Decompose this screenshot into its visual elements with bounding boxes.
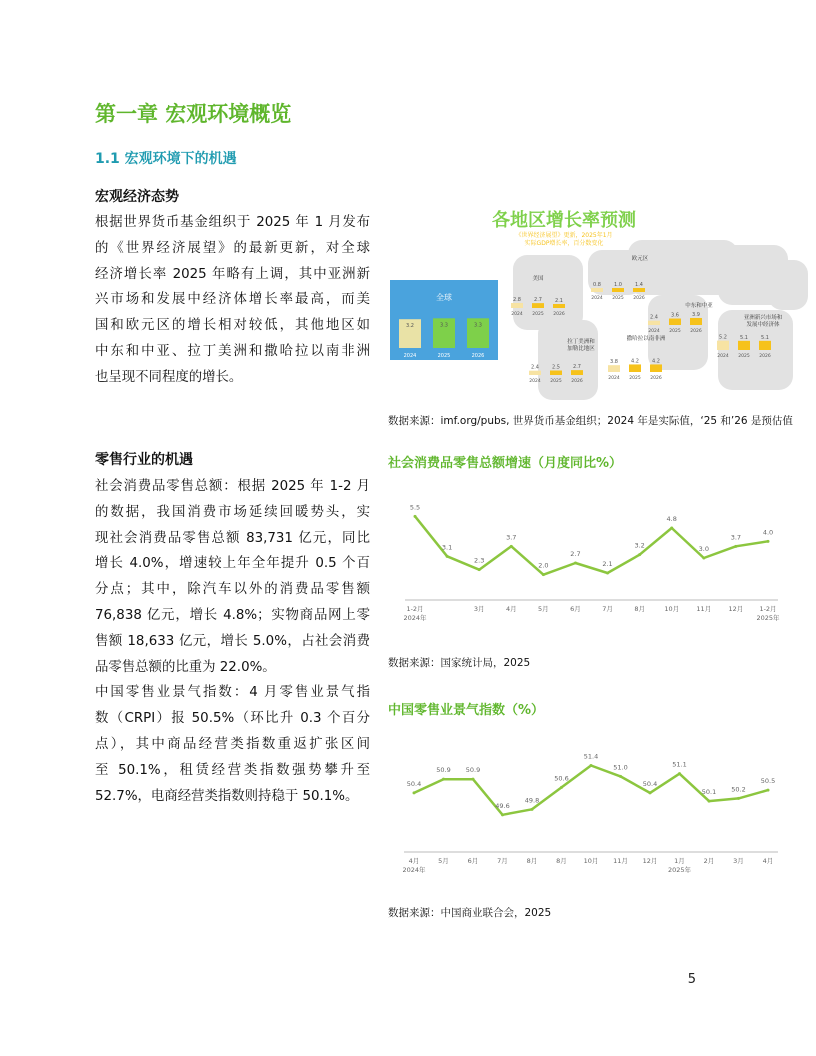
year-label: 2024年 [403, 614, 427, 622]
retail-paragraph [95, 474, 370, 809]
tick-label: 2026 [633, 296, 645, 301]
text-line: 52.7%，电商经营类指数则持稳于 50.1%。 [95, 788, 359, 804]
bar [532, 303, 544, 308]
bar [550, 371, 562, 376]
data-label: 51.4 [583, 752, 599, 761]
tick-label: 2026 [471, 353, 485, 359]
crpi-line-chart [388, 735, 788, 880]
data-point [510, 545, 513, 548]
tick-label: 2025 [738, 354, 750, 359]
data-label: 1.4 [635, 282, 643, 288]
data-point [734, 545, 737, 548]
data-label: 51.1 [672, 760, 687, 769]
map-landmass [513, 255, 583, 330]
data-label: 4.2 [652, 358, 660, 365]
text-line: 76,838 亿元，增长 4.8%；实物商品网上零 [95, 607, 370, 623]
tick-label: 2025 [437, 353, 451, 359]
tick-label: 10月 [583, 857, 599, 865]
region-label: 发展中经济体 [746, 322, 780, 328]
data-point [413, 791, 416, 794]
text-line: 国和欧元区的增长相对较低，其他地区如 [95, 318, 370, 334]
region-label: 拉丁美洲和 [567, 339, 595, 345]
regional-chart-title: 各地区增长率预测 [492, 210, 636, 231]
text-line: 经济增长率 2025 年略有上调，其中亚洲新 [95, 266, 370, 282]
data-point [542, 573, 545, 576]
region-label: 撒哈拉以南非洲 [626, 336, 666, 342]
data-label: 50.9 [436, 766, 451, 775]
data-point [531, 808, 534, 811]
data-label: 1.0 [614, 282, 622, 288]
data-point [767, 789, 770, 792]
text-line: 中东和中亚、拉丁美洲和撒哈拉以南非洲 [95, 343, 370, 359]
tick-label: 3月 [733, 857, 744, 865]
tick-label: 2024 [648, 329, 660, 334]
tick-label: 4月 [408, 857, 420, 865]
tick-label: 2026 [690, 329, 702, 334]
data-point [442, 778, 445, 781]
data-label: 2.4 [531, 364, 539, 371]
data-label: 50.1 [701, 788, 717, 797]
tick-label: 2024 [403, 353, 417, 359]
year-label: 2025年 [756, 614, 780, 622]
data-point [708, 800, 711, 803]
region-label: 美国 [532, 276, 544, 282]
data-point [501, 813, 504, 816]
tick-label: 4月 [505, 605, 517, 613]
data-label: 5.5 [409, 503, 421, 512]
tick-label: 11月 [696, 605, 712, 613]
bar [648, 321, 660, 325]
data-label: 2.3 [474, 556, 485, 565]
tick-label: 8月 [634, 605, 645, 613]
data-point [678, 772, 681, 775]
text-line: 的《世界经济展望》的最新更新，对全球 [95, 240, 370, 256]
tick-label: 2024 [591, 296, 603, 301]
data-label: 2.7 [534, 297, 542, 304]
data-label: 4.0 [762, 528, 774, 537]
text-line: 也呈现不同程度的增长。 [95, 369, 243, 385]
tick-label: 6月 [467, 857, 479, 865]
data-point [670, 527, 673, 530]
text-line: 分点；其中，除汽车以外的消费品零售额 [95, 582, 370, 598]
bar [759, 341, 771, 350]
regional-chart-subtitle: 《世界经济展望》更新，2025年1月 [515, 232, 613, 239]
data-label: 2.0 [538, 561, 549, 570]
data-point [574, 562, 577, 565]
data-label: 3.9 [692, 311, 700, 318]
data-label: 3.6 [671, 312, 679, 319]
text-line: 数（CRPI）报 50.5%（环比升 0.3 个百分 [95, 711, 370, 727]
data-label: 3.8 [610, 359, 618, 366]
bar [511, 303, 523, 308]
data-label: 3.3 [474, 322, 482, 329]
data-label: 4.8 [666, 515, 677, 523]
tick-label: 2月 [703, 857, 715, 865]
data-label: 0.8 [593, 282, 601, 288]
data-label: 50.9 [465, 766, 481, 775]
data-label: 4.2 [631, 358, 639, 365]
data-label: 5.2 [719, 334, 727, 341]
region-label: 加勒比地区 [567, 346, 595, 352]
retail-sales-chart-source: 数据来源：国家统计局，2025 [388, 657, 531, 669]
data-point [590, 764, 593, 767]
data-label: 2.1 [602, 560, 613, 568]
regional-chart-source: 数据来源：imf.org/pubs, 世界货币基金组织；2024 年是实际值，‘25 和’26 是预估值 [388, 415, 793, 427]
data-point [478, 568, 481, 571]
bar [690, 318, 702, 325]
tick-label: 2026 [759, 354, 771, 359]
text-line: 现社会消费品零售总额 83,731 亿元，同比 [95, 530, 370, 546]
data-point [472, 778, 475, 781]
data-point [737, 797, 740, 800]
data-point [638, 553, 641, 556]
bar [717, 341, 729, 350]
tick-label: 1-2月 [759, 605, 777, 613]
tick-label: 2025 [612, 296, 624, 301]
data-point [649, 791, 652, 794]
section-title: 1.1 宏观环境下的机遇 [95, 151, 237, 167]
tick-label: 1月 [674, 857, 685, 865]
data-label: 51.0 [613, 763, 628, 772]
bar [591, 288, 603, 292]
data-label: 50.2 [731, 785, 746, 794]
tick-label: 10月 [664, 605, 680, 613]
data-label: 49.6 [495, 801, 510, 810]
regional-growth-chart [388, 200, 808, 400]
data-label: 5.1 [740, 334, 748, 341]
bar [629, 364, 641, 372]
data-point [606, 572, 609, 575]
text-line: 的数据，我国消费市场延续回暖势头，实 [95, 504, 370, 520]
bar [529, 371, 541, 375]
tick-label: 2025 [669, 329, 681, 334]
data-label: 50.4 [642, 779, 658, 788]
series-line [415, 516, 768, 574]
tick-label: 6月 [570, 605, 581, 613]
data-label: 2.7 [570, 550, 581, 558]
tick-label: 8月 [556, 857, 567, 865]
tick-label: 12月 [642, 857, 658, 865]
tick-label: 2026 [553, 312, 565, 317]
data-label: 2.1 [555, 298, 563, 304]
region-label: 中东和中亚 [685, 303, 713, 309]
tick-label: 4月 [762, 857, 774, 865]
series-label: 全球 [436, 293, 452, 302]
data-label: 49.8 [524, 796, 540, 805]
text-line: 点），其中商品经营类指数重返扩张区间 [95, 736, 370, 752]
text-line: 至 50.1%，租赁经营类指数强势攀升至 [95, 762, 370, 778]
tick-label: 2024 [511, 312, 523, 317]
map-landmass [768, 260, 808, 310]
data-label: 3.1 [441, 543, 453, 552]
region-label: 欧元区 [631, 256, 649, 262]
data-point [446, 555, 449, 558]
data-label: 3.7 [730, 533, 742, 542]
bar [669, 319, 681, 325]
tick-label: 7月 [602, 605, 613, 613]
data-point [702, 557, 705, 560]
text-line: 品零售总额的比重为 22.0%。 [95, 659, 276, 675]
page-number: 5 [687, 972, 696, 987]
macro-paragraph [95, 210, 370, 391]
text-line: 中国零售业景气指数：4 月零售业景气指 [95, 685, 370, 701]
data-point [560, 786, 563, 789]
tick-label: 11月 [613, 857, 628, 865]
data-label: 3.2 [634, 541, 645, 550]
tick-label: 1-2月 [406, 605, 424, 613]
tick-label: 2024 [608, 376, 620, 381]
crpi-chart-title: 中国零售业景气指数（%） [388, 703, 545, 718]
map-landmass [538, 320, 598, 400]
year-label: 2024年 [402, 866, 426, 874]
data-label: 3.0 [698, 545, 709, 553]
data-label: 50.5 [760, 777, 776, 786]
bar [608, 365, 620, 372]
data-label: 3.2 [406, 323, 414, 330]
data-label: 2.7 [573, 364, 581, 371]
macro-heading: 宏观经济态势 [95, 189, 179, 205]
tick-label: 12月 [728, 605, 744, 613]
data-label: 3.7 [506, 533, 517, 542]
tick-label: 2024 [529, 379, 541, 384]
data-point [767, 540, 770, 543]
data-label: 2.4 [650, 314, 658, 321]
data-label: 2.5 [552, 364, 560, 371]
data-label: 50.4 [406, 779, 422, 788]
data-label: 5.1 [761, 334, 769, 341]
text-line: 增长 4.0%，增速较上年全年提升 0.5 个百 [95, 556, 370, 572]
chapter-title: 第一章 宏观环境概览 [95, 102, 292, 126]
tick-label: 3月 [473, 605, 485, 613]
data-point [619, 775, 622, 778]
tick-label: 2025 [629, 376, 641, 381]
bar [553, 304, 565, 308]
regional-chart-subtitle: 实际GDP增长率，百分数变化 [524, 240, 604, 247]
text-line: 社会消费品零售总额：根据 2025 年 1-2 月 [95, 479, 370, 494]
bar [650, 364, 662, 372]
year-label: 2025年 [667, 866, 692, 874]
text-line: 兴市场和发展中经济体增长率最高，而美 [95, 292, 370, 308]
retail-heading: 零售行业的机遇 [95, 452, 193, 468]
tick-label: 5月 [438, 857, 449, 865]
crpi-chart-source: 数据来源：中国商业联合会，2025 [388, 907, 552, 919]
retail-sales-chart-title: 社会消费品零售总额增速（月度同比%） [388, 456, 623, 471]
tick-label: 2026 [650, 376, 662, 381]
text-line: 根据世界货币基金组织于 2025 年 1 月发布 [95, 215, 370, 230]
tick-label: 2025 [532, 312, 544, 317]
data-point [414, 515, 417, 518]
bar [738, 341, 750, 350]
data-label: 50.6 [554, 774, 569, 783]
data-label: 2.8 [513, 296, 521, 303]
tick-label: 2025 [550, 379, 562, 384]
bar [612, 288, 624, 292]
tick-label: 5月 [538, 605, 549, 613]
text-line: 售额 18,633 亿元，增长 5.0%，占社会消费 [95, 633, 370, 649]
tick-label: 7月 [497, 857, 508, 865]
data-label: 3.3 [440, 322, 448, 329]
tick-label: 8月 [526, 857, 538, 865]
tick-label: 2026 [571, 379, 583, 384]
tick-label: 2024 [717, 354, 729, 359]
bar [571, 370, 583, 375]
region-label: 亚洲新兴市场和 [743, 315, 783, 321]
bar [633, 288, 645, 292]
retail-sales-line-chart [388, 490, 788, 635]
